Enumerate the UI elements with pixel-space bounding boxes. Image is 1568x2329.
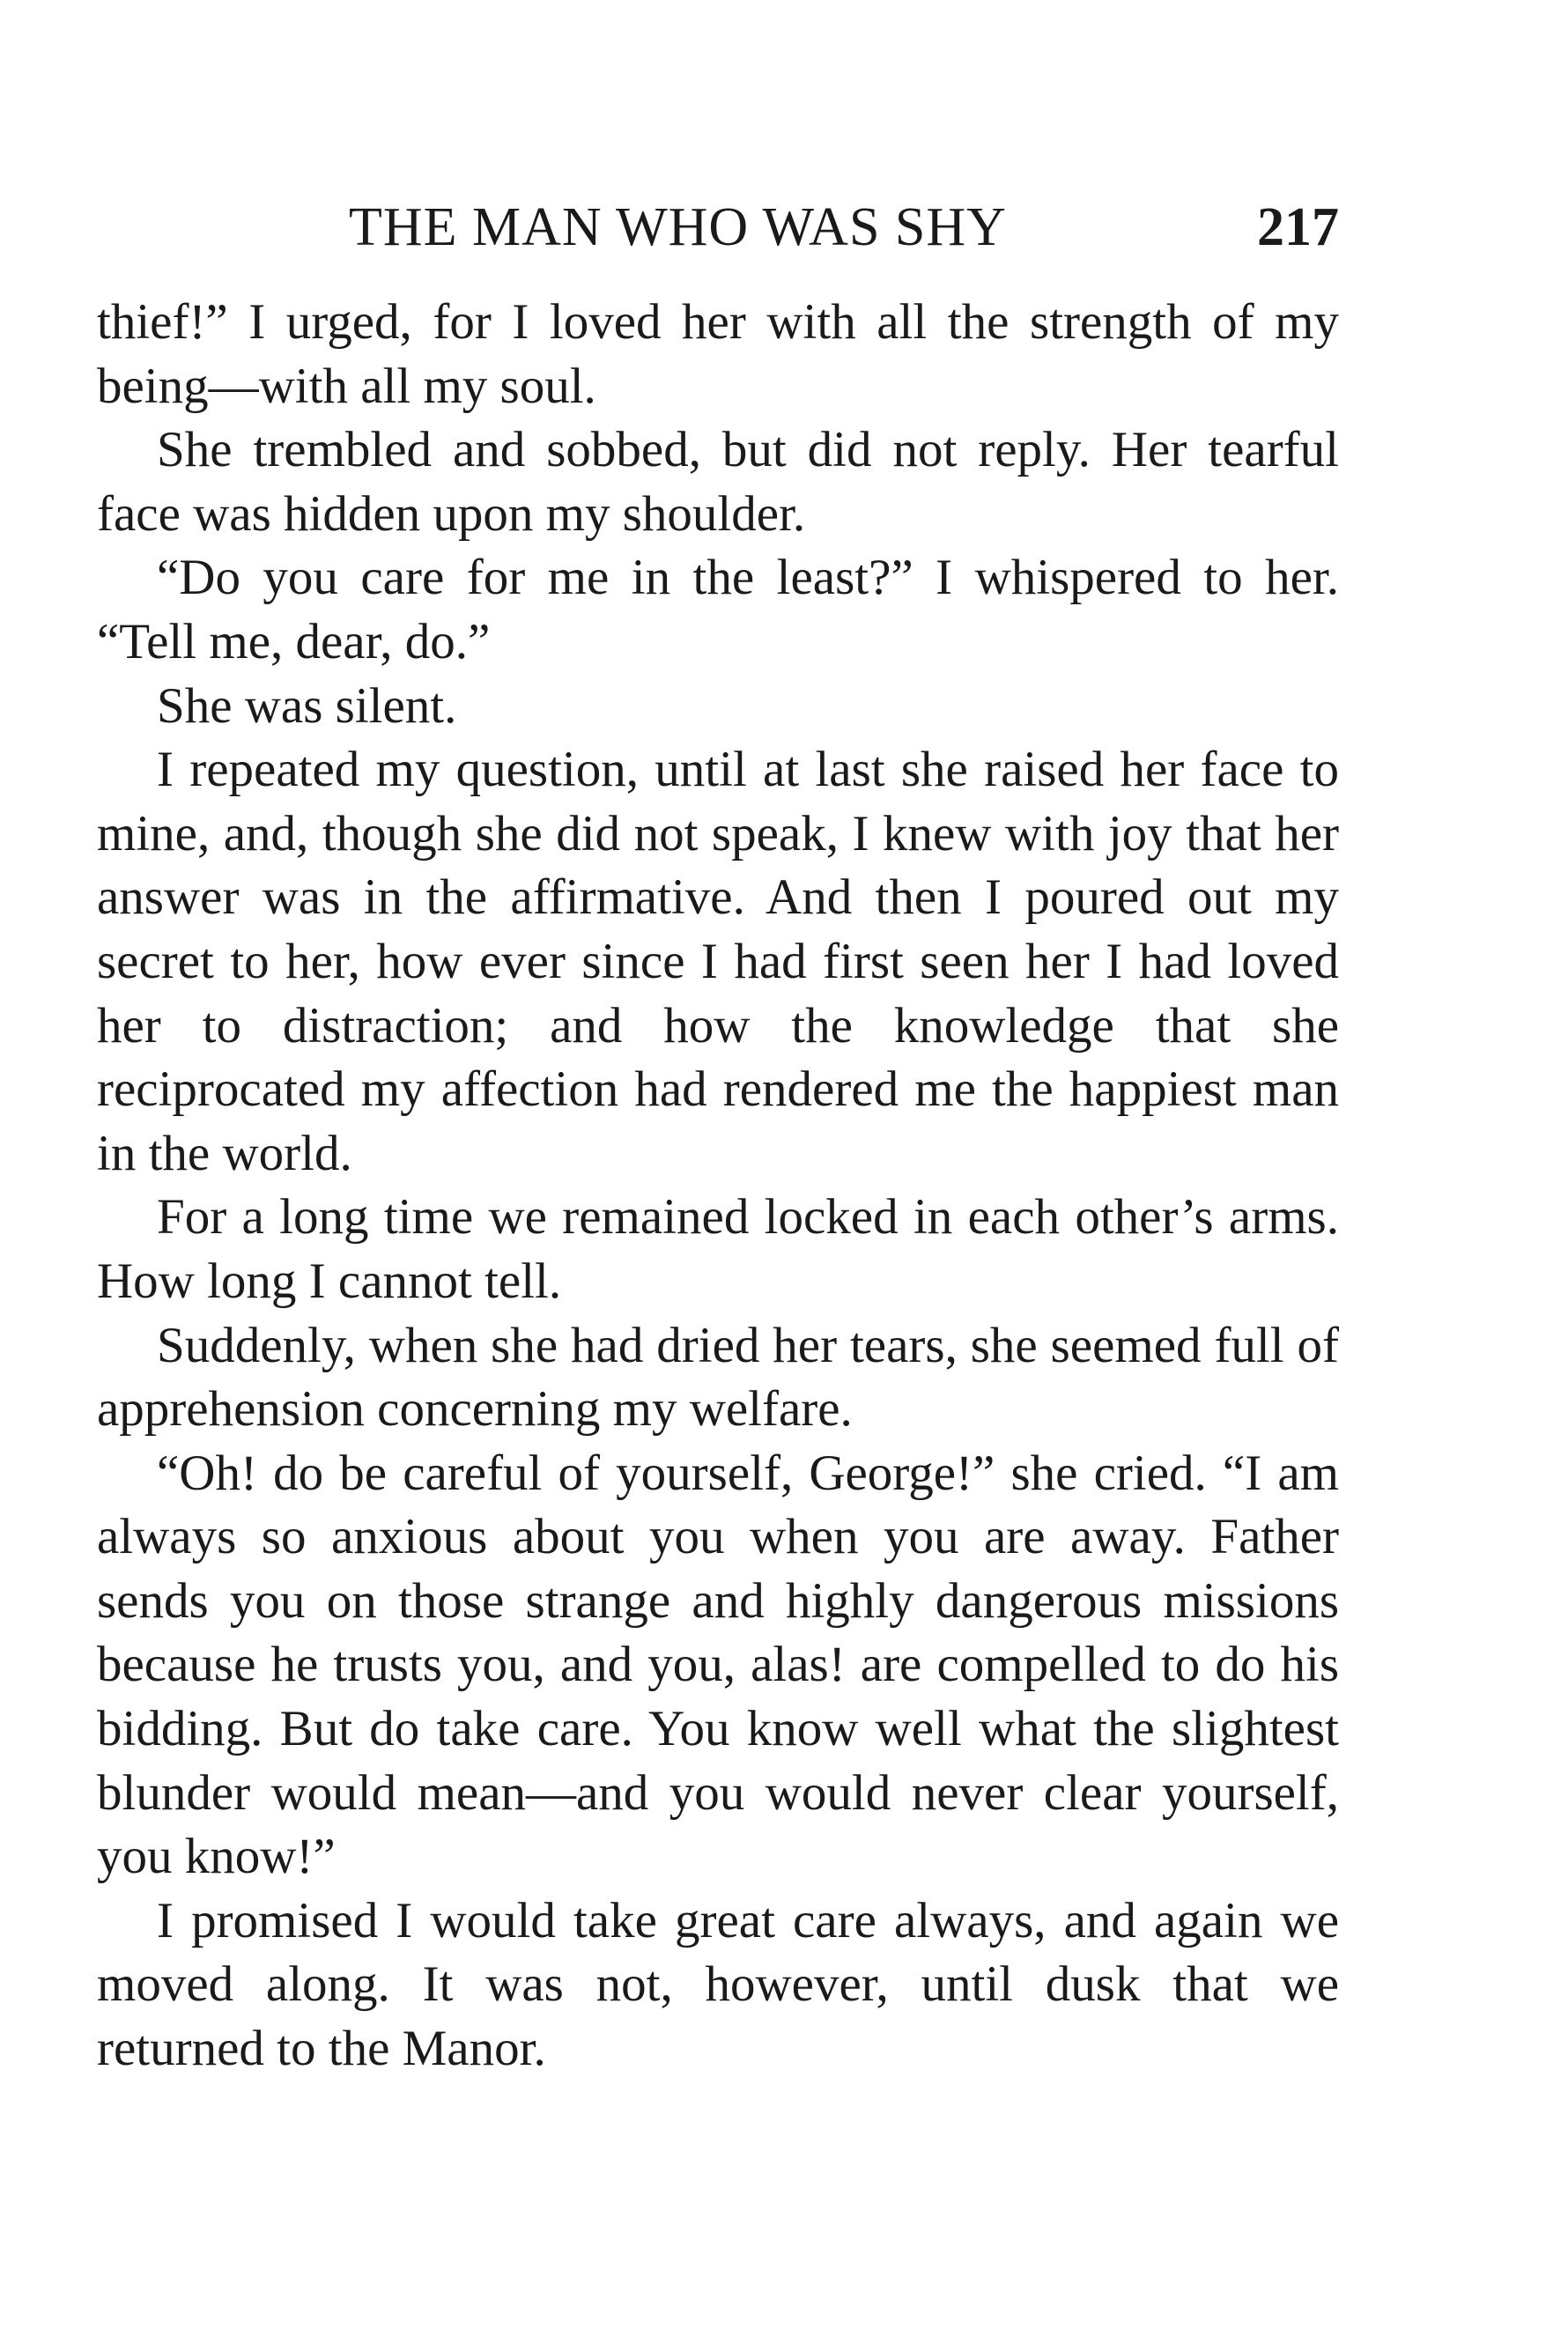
paragraph-continued: thief!” I urged, for I loved her with all the strength of my being—with all my soul. bbox=[97, 294, 1339, 414]
paragraph: I repeated my question, until at last she raised her face to mine, and, though she did not speak, I knew with joy that her answer was in the affirmative. And then I poured out my secret to her, how ever since I had first seen her I had loved her to distraction; and how the knowledge that she reciprocated my affection had rendered me the happiest man in the world. bbox=[97, 742, 1339, 1181]
page-number: 217 bbox=[1257, 197, 1339, 257]
body-text bbox=[97, 291, 1339, 2081]
paragraph: Suddenly, when she had dried her tears, she seemed full of apprehension concerning my welfare. bbox=[97, 1317, 1339, 1438]
paragraph: “Do you care for me in the least?” I whispered to her. “Tell me, dear, do.” bbox=[97, 550, 1339, 669]
paragraph: She was silent. bbox=[157, 677, 457, 734]
paragraph: I promised I would take great care always, and again we moved along. It was not, however, until dusk that we returned to the Manor. bbox=[97, 1892, 1339, 2077]
paragraph: For a long time we remained locked in each other’s arms. How long I cannot tell. bbox=[97, 1189, 1339, 1309]
running-title: THE MAN WHO WAS SHY bbox=[349, 197, 1007, 257]
paragraph: “Oh! do be careful of yourself, George!” she cried. “I am always so anxious about you when you are away. Father sends you on those strange and highly dangerous missions because he trusts you, and you, alas! are compelled to do his bidding. But do take care. You know well what the slightest blunder would mean—and you would never clear yourself, you know!” bbox=[97, 1445, 1339, 1885]
running-head bbox=[97, 192, 1339, 262]
paragraph: She trembled and sobbed, but did not reply. Her tearful face was hidden upon my shoulder. bbox=[97, 422, 1339, 542]
